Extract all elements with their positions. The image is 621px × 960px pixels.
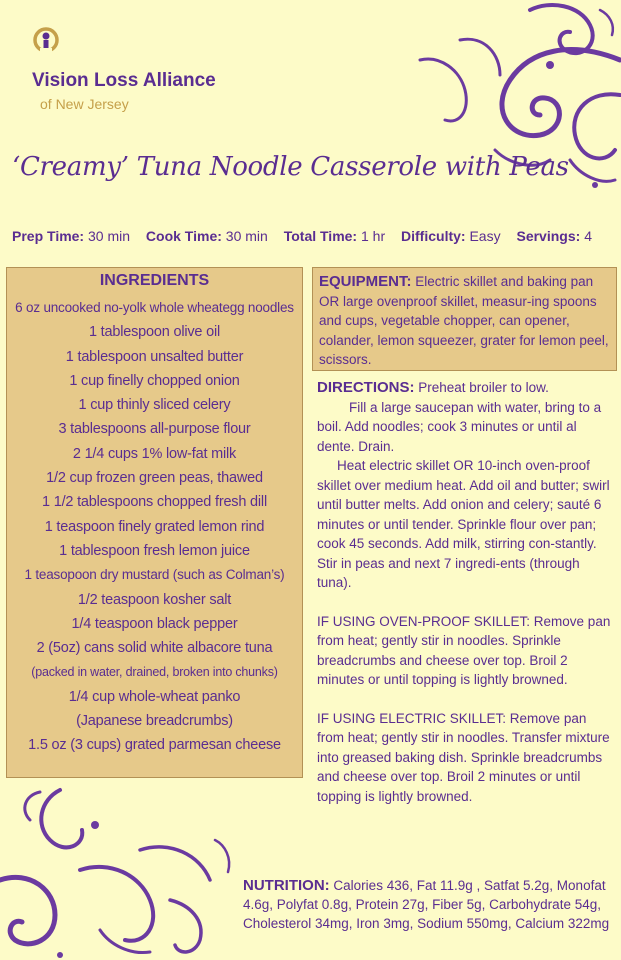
directions-step-1: Fill a large saucepan with water, bring to a boil. Add noodles; cook 3 minutes or until al dente. Drain. — [317, 399, 602, 454]
cook-time-label: Cook Time: — [145, 228, 222, 244]
servings-value: 4 — [584, 228, 592, 244]
ingredient-item: 1 tablespoon olive oil — [88, 324, 221, 341]
prep-time-value: 30 min — [88, 228, 131, 244]
org-subtitle: of New Jersey — [40, 96, 129, 112]
ingredient-item: 1 teasopoon dry mustard (such as Colman’s) — [24, 567, 285, 583]
org-name: Vision Loss Alliance — [32, 70, 216, 91]
total-time-label: Total Time: — [283, 228, 358, 244]
ingredient-item: 1/4 cup whole-wheat panko — [68, 688, 241, 705]
ingredient-item: 1 cup finelly chopped onion — [69, 372, 240, 389]
ingredient-item: 1/2 cup frozen green peas, thawed — [46, 470, 263, 487]
directions-section — [317, 378, 613, 806]
prep-time-label: Prep Time: — [12, 228, 85, 244]
total-time-value: 1 hr — [361, 228, 386, 244]
equipment-panel — [312, 267, 617, 371]
nutrition-section — [243, 876, 615, 933]
directions-oven-skillet: IF USING OVEN-PROOF SKILLET: Remove pan from heat; gently stir in noodles. Sprinkle breadcrumbs and cheese over top. Broil 2 minutes or until topping is lightly browned. — [317, 613, 611, 687]
ingredient-item: 1/4 teaspoon black pepper — [71, 615, 238, 632]
ingredient-item: 3 tablespoons all-purpose flour — [58, 421, 251, 438]
ingredient-item: (Japanese breadcrumbs) — [76, 713, 233, 730]
recipe-meta — [12, 228, 592, 244]
equipment-label: EQUIPMENT: — [319, 273, 412, 290]
directions-electric-skillet: IF USING ELECTRIC SKILLET: Remove pan from heat; gently stir in noodles. Transfer mixture into greased baking dish. Sprinkle breadcrumbs and cheese over top. Broil 2 minutes or until topping is lightly browned. — [317, 710, 610, 804]
ingredient-item: 1 tablespoon unsalted butter — [65, 348, 244, 365]
nutrition-label: NUTRITION: — [243, 877, 330, 894]
directions-label: DIRECTIONS: — [317, 379, 415, 396]
ingredients-list — [7, 296, 302, 758]
ingredient-item: 1.5 oz (3 cups) grated parmesan cheese — [28, 737, 281, 754]
difficulty-label: Difficulty: — [401, 228, 466, 244]
difficulty-value: Easy — [469, 228, 501, 244]
bottom-left-swirl-ornament-icon — [0, 780, 240, 960]
ingredients-title: INGREDIENTS — [99, 272, 210, 289]
ingredient-item: 2 1/4 cups 1% low-fat milk — [72, 445, 237, 462]
ingredient-item: 1 1/2 tablespoons chopped fresh dill — [42, 494, 267, 511]
directions-step-2: Heat electric skillet OR 10-inch oven-proof skillet over medium heat. Add oil and butter; swirl until butter melts. Add onion and celery; sauté 6 minutes or until tender. Sprinkle flour over pan; cook 45 seconds. Add milk, stirring con-stantly. Stir in peas and next 7 ingredi-ents (through tuna). — [317, 458, 610, 590]
ingredient-item: 2 (5oz) cans solid white albacore tuna — [36, 640, 273, 657]
directions-intro: Preheat broiler to low. — [418, 380, 549, 395]
ingredient-item: 1 tablespoon fresh lemon juice — [59, 542, 250, 559]
cook-time-value: 30 min — [225, 228, 268, 244]
ingredient-item: 1 teaspoon finely grated lemon rind — [44, 518, 265, 535]
ingredients-panel — [6, 267, 303, 778]
ingredient-item: 1/2 teaspoon kosher salt — [77, 591, 232, 608]
servings-label: Servings: — [516, 228, 581, 244]
ingredient-item: 6 oz uncooked no-yolk whole wheategg noodles — [15, 300, 294, 315]
nutrition-text: Calories 436, Fat 11.9g , Satfat 5.2g, Monofat 4.6g, Polyfat 0.8g, Protein 27g, Fiber 5g, Carbohydrate 54g, Cholesterol 34mg, Iron 3mg, Sodium 550mg, Calcium 322mg — [243, 878, 610, 931]
equipment-text: Electric skillet and baking pan OR large ovenproof skillet, measur-ing spoons and cups, vegetable chopper, can opener, colander, lemon squeezer, grater for lemon peel, scissors. — [319, 274, 609, 367]
recipe-title: ‘Creamy’ Tuna Noodle Casserole with Peas — [12, 152, 569, 182]
ingredient-item: (packed in water, drained, broken into chunks) — [31, 665, 278, 680]
ingredient-item: 1 cup thinly sliced celery — [78, 397, 231, 414]
